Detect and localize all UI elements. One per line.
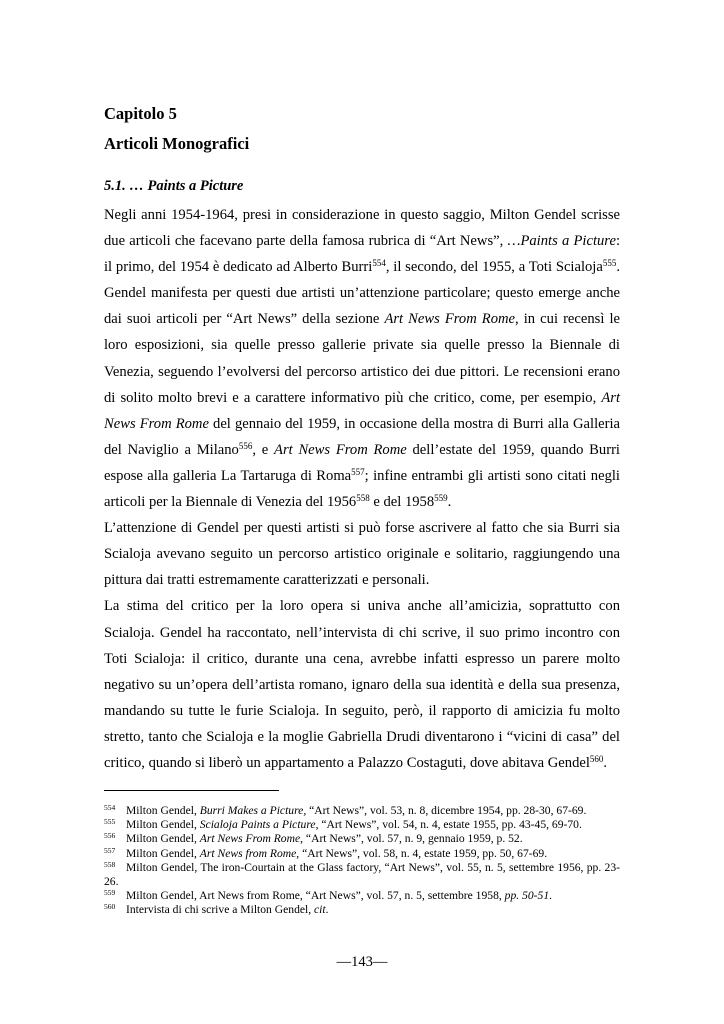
chapter-label: Capitolo 5 bbox=[104, 104, 177, 123]
p1-text: , il secondo, del 1955, a Toti Scialoja bbox=[385, 259, 603, 276]
page-number: —143— bbox=[336, 954, 388, 970]
p1-text: del gennaio del 1959, in occasione della mostra di Burri alla Galleria del Naviglio a Milano bbox=[104, 415, 620, 458]
footnote-text: . bbox=[325, 903, 329, 917]
footnote-title: Burri Makes a Picture, bbox=[199, 804, 307, 817]
rubric-title: …Paints a Picture bbox=[507, 233, 616, 250]
footnote-text: Milton Gendel, Art News from Rome, “Art News”, vol. 57, n. 5, settembre 1958, bbox=[126, 889, 505, 903]
footnote-text: Milton Gendel, bbox=[126, 832, 200, 846]
chapter-title: Articoli Monografici bbox=[104, 134, 250, 153]
footnote-text: Milton Gendel, The iron-Courtain at the Glass factory, “Art News”, vol. 55, n. 5, settembre 1956, pp. 23-26. bbox=[104, 860, 620, 889]
paragraph-3 bbox=[104, 593, 620, 776]
p1-text: , e bbox=[252, 441, 275, 458]
section-name: Art News From Rome bbox=[384, 311, 516, 328]
footnote-text: Intervista di chi scrive a Milton Gendel, bbox=[126, 903, 315, 917]
footnote-title: cit bbox=[314, 903, 326, 917]
footnote: 554 Milton Gendel, Burri Makes a Picture, “Art News”, vol. 53, n. 8, dicembre 1954, pp. 28-30, 67-69. bbox=[104, 803, 587, 817]
footnote-text: Milton Gendel, bbox=[126, 804, 200, 817]
footnote-ref-555[interactable]: 555 bbox=[602, 258, 617, 269]
p1-text: ; infine entrambi gli artisti sono citati negli articoli per la Biennale di Venezia del 1956 bbox=[104, 467, 620, 511]
footnote-ref-558[interactable]: 558 bbox=[356, 493, 370, 504]
footnote-separator bbox=[104, 790, 279, 791]
footnote-text: , “Art News”, vol. 57, n. 9, gennaio 1959, p. 52. bbox=[300, 832, 523, 846]
paragraph-2: L’attenzione di Gendel per questi artisti si può forse ascrivere al fatto che sia Burri sia Scialoja avevano seguito un percorso artistico originale e solitario, raggiungendo una pittura dai tratti estremamente caratterizzati e personali. bbox=[104, 520, 620, 589]
p1-text: Negli anni 1954-1964, presi in considerazione in questo saggio, Milton Gendel scrisse due articoli che facevano parte della famosa rubrica di “Art News”, bbox=[104, 207, 620, 250]
footnote: 557 Milton Gendel, Art News from Rome, “Art News”, vol. 58, n. 4, estate 1959, pp. 50, 67-69. bbox=[104, 845, 548, 860]
footnote-title: Scialoja Paints a Picture bbox=[199, 818, 316, 832]
footnote-title: Art News from Rome bbox=[199, 846, 297, 860]
section-name: Art News From Rome bbox=[274, 441, 407, 458]
footnote-ref-554[interactable]: 554 bbox=[372, 258, 386, 269]
footnote: 560 Intervista di chi scrive a Milton Gendel, cit. bbox=[104, 902, 329, 917]
p3-text: La stima del critico per la loro opera si univa anche all’amicizia, soprattutto con Scialoja. Gendel ha raccontato, nell’intervista di chi scrive, il suo primo incontro con Toti Scialoja: il critico, durante una cena, avrebbe infatti espresso un parere molto negativo su un’opera dell’artista romano, ignaro della sua identità e della sua presenza, mandando su tutte le furie Scialoja. In seguito, però, il rapporto di amicizia fu molto stretto, tanto che Scialoja e la moglie Gabriella Drudi diventarono i “vicini di casa” del critico, quando si liberò un appartamento a Palazzo Costaguti, dove abitava Gendel bbox=[104, 598, 620, 771]
footnote-title: Art News From Rome bbox=[199, 832, 301, 846]
p1-text: . bbox=[447, 494, 452, 511]
p1-text: , in cui recensì le loro esposizioni, sia quelle presso gallerie private sia quelle presso la Biennale di Venezia, seguendo l’evolversi del percorso artistico dei due pittori. Le recensioni erano di solito molto brevi e a carattere informativo più che critico, come, per esempio, bbox=[104, 311, 620, 406]
footnote: 556 Milton Gendel, Art News From Rome, “Art News”, vol. 57, n. 9, gennaio 1959, p. 52. bbox=[104, 831, 523, 846]
footnote-text: “Art News”, vol. 53, n. 8, dicembre 1954, pp. 28-30, 67-69. bbox=[306, 804, 587, 817]
p1-text: . Gendel manifesta per questi due artisti un’attenzione particolare; questo emerge anche dai suoi articoli per “Art News” della sezione bbox=[104, 259, 620, 328]
p1-text: e del 1958 bbox=[369, 494, 435, 511]
footnote: 555 Milton Gendel, Scialoja Paints a Picture, “Art News”, vol. 54, n. 4, estate 1955, pp. 43-45, 69-70. bbox=[104, 817, 582, 832]
footnote-text: . bbox=[549, 889, 553, 903]
p1-text: : il primo, del 1954 è dedicato ad Alberto Burri bbox=[104, 233, 620, 276]
footnote: 559 Milton Gendel, Art News from Rome, “Art News”, vol. 57, n. 5, settembre 1958, pp. 50-51. bbox=[104, 888, 553, 903]
paragraph-1 bbox=[104, 202, 620, 515]
footnote-ref-559[interactable]: 559 bbox=[434, 493, 448, 504]
footnotes bbox=[104, 804, 620, 918]
footnote-text: Milton Gendel, bbox=[126, 818, 200, 832]
section-name: Art News From Rome bbox=[104, 389, 620, 432]
p3-text: . bbox=[603, 754, 608, 771]
footnote-text: , “Art News”, vol. 58, n. 4, estate 1959, pp. 50, 67-69. bbox=[296, 846, 548, 860]
footnote: 558 Milton Gendel, The iron-Courtain at the Glass factory, “Art News”, vol. 55, n. 5, settembre 1956, pp. 23-26. bbox=[104, 859, 620, 889]
footnote-text: Milton Gendel, bbox=[126, 846, 200, 860]
footnote-ref-560[interactable]: 560 bbox=[589, 753, 604, 764]
footnote-ref-557[interactable]: 557 bbox=[351, 466, 365, 477]
footnote-title: pp. 50-51 bbox=[504, 889, 550, 903]
footnote-text: , “Art News”, vol. 54, n. 4, estate 1955, pp. 43-45, 69-70. bbox=[315, 818, 582, 832]
section-heading: 5.1. … Paints a Picture bbox=[104, 178, 244, 194]
body-text bbox=[104, 202, 620, 776]
p1-text: dell’estate del 1959, quando Burri espose alla galleria La Tartaruga di Roma bbox=[104, 441, 620, 484]
footnote-ref-556[interactable]: 556 bbox=[238, 440, 253, 451]
